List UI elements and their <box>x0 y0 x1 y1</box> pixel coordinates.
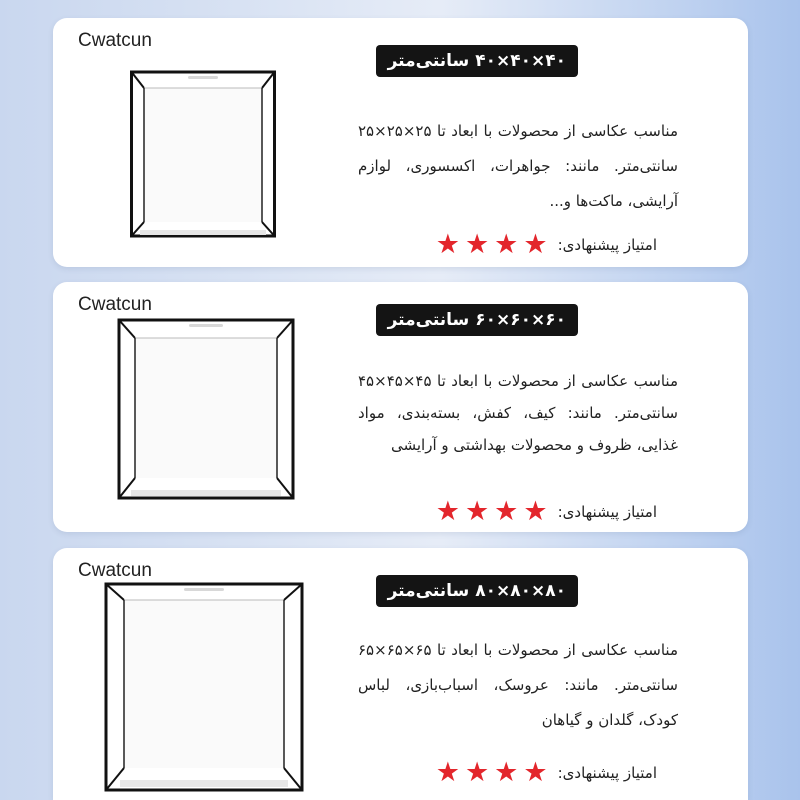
brand-name: Cwatcun <box>78 560 152 581</box>
suggested-rating <box>431 759 657 786</box>
product-card-40 <box>53 18 748 267</box>
star-icon: ★ <box>435 496 460 527</box>
product-description: مناسب عکاسی از محصولات با ابعاد تا ۲۵×۲۵×۲۵ سانتی‌متر. مانند: جواهرات، اکسسوری، لوازم آرایشی، ماکت‌ها و... <box>358 122 678 210</box>
rating-stars <box>431 231 548 258</box>
rating-stars <box>431 498 548 525</box>
brand-name: Cwatcun <box>78 294 152 315</box>
product-description: مناسب عکاسی از محصولات با ابعاد تا ۴۵×۴۵×۴۵ سانتی‌متر. مانند: کیف، کفش، بسته‌بندی، مواد غذایی، ظروف و محصولات بهداشتی و آرایشی <box>358 372 678 454</box>
star-icon: ★ <box>523 496 548 527</box>
product-card-80 <box>53 548 748 800</box>
star-icon: ★ <box>523 229 548 260</box>
size-badge: ۶۰×۶۰×۶۰ سانتی‌متر <box>376 304 578 336</box>
size-badge: ۸۰×۸۰×۸۰ سانتی‌متر <box>376 575 578 607</box>
star-icon: ★ <box>464 229 490 260</box>
lightbox-image <box>117 316 295 500</box>
star-icon: ★ <box>464 757 490 788</box>
suggested-rating <box>431 498 657 525</box>
lightbox-image <box>104 580 304 792</box>
star-icon: ★ <box>494 496 519 527</box>
star-icon: ★ <box>435 229 460 260</box>
star-icon: ★ <box>494 757 519 788</box>
star-icon: ★ <box>494 229 519 260</box>
size-badge: ۴۰×۴۰×۴۰ سانتی‌متر <box>376 45 578 77</box>
rating-stars <box>431 759 548 786</box>
star-icon: ★ <box>464 496 490 527</box>
rating-label: امتیاز پیشنهادی: <box>557 763 657 782</box>
rating-label: امتیاز پیشنهادی: <box>557 502 657 521</box>
lightbox-image <box>130 68 276 238</box>
product-card-60 <box>53 282 748 532</box>
suggested-rating <box>431 231 657 258</box>
star-icon: ★ <box>435 757 460 788</box>
rating-label: امتیاز پیشنهادی: <box>557 235 657 254</box>
star-icon: ★ <box>523 757 548 788</box>
brand-name: Cwatcun <box>78 30 152 51</box>
product-description: مناسب عکاسی از محصولات با ابعاد تا ۶۵×۶۵×۶۵ سانتی‌متر. مانند: عروسک، اسباب‌بازی، لباس کودک، گلدان و گیاهان <box>358 641 678 729</box>
